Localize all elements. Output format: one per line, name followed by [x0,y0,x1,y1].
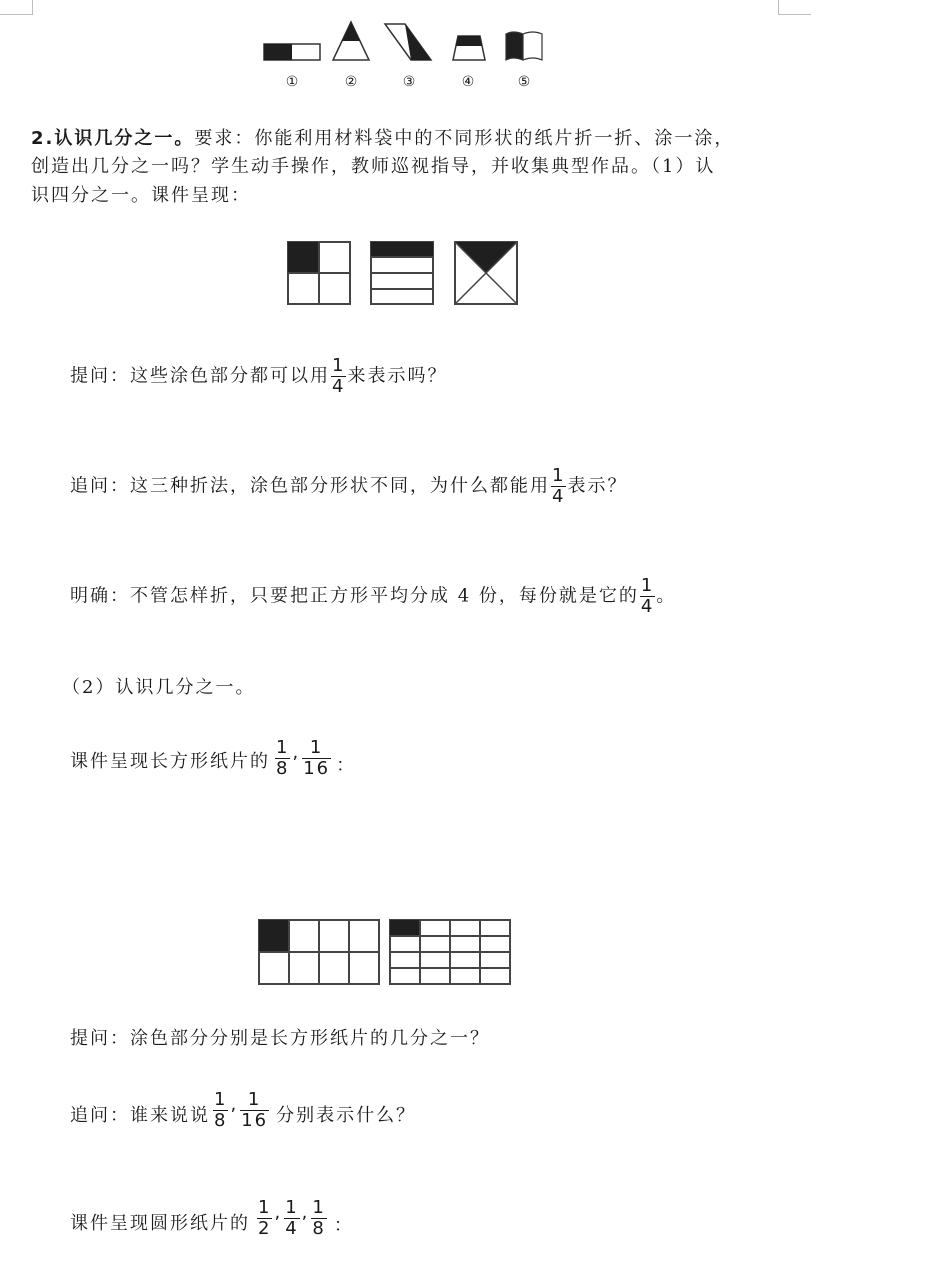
rectangles-figure [257,918,515,988]
frac-num: 1 [247,1089,262,1110]
rect-present-before: 课件呈现长方形纸片的 [70,751,270,772]
frac-num: 1 [285,1197,299,1218]
frac-den: 8 [214,1110,228,1131]
fraction-one-eighth [311,1198,326,1239]
fraction-separator: , [274,1202,283,1223]
shape-label-4: ④ [461,74,475,90]
question-5-before: 追问：谁来说说 [70,1105,210,1126]
frac-den: 16 [241,1110,269,1131]
circle-present-before: 课件呈现圆形纸片的 [70,1213,250,1234]
fraction-separator: , [301,1202,310,1223]
question-1 [70,356,447,397]
frac-num: 1 [332,355,346,376]
fraction-one-half [257,1198,272,1239]
circle-present-after: ： [333,1215,354,1236]
square-quartered [288,242,350,304]
question-2-after: 表示？ [567,475,628,497]
shape-trapezoid [453,36,485,60]
question-2-before: 追问：这三种折法，涂色部分形状不同，为什么都能用 [70,475,550,497]
question-4: 提问：涂色部分分别是长方形纸片的几分之一？ [70,1028,490,1049]
fraction-separator: , [292,742,301,763]
frac-den: 8 [276,758,290,779]
frac-num: 1 [214,1089,228,1110]
frac-den: 4 [640,596,655,617]
shape-right-triangle [385,24,431,60]
quarter-squares-figure [286,240,522,308]
question-2 [70,466,627,507]
conclusion-after: 。 [656,585,677,607]
section2-line3: 识四分之一。课件呈现： [31,185,251,206]
fraction-one-sixteenth [302,738,331,779]
fraction-one-eighth [213,1090,228,1131]
rectangle-eighths [259,920,379,984]
fraction-one-quarter [331,356,346,397]
rectangle-sixteenths [390,920,510,984]
conclusion [70,576,676,617]
conclusion-before: 明确：不管怎样折，只要把正方形平均分成 4 份，每份就是它的 [70,585,639,607]
corner-mark-right [778,0,811,15]
shape-label-1: ① [285,74,299,90]
fraction-one-eighth [275,738,290,779]
frac-num: 1 [312,1197,326,1218]
fraction-one-sixteenth [240,1090,269,1131]
shapes-figure [255,18,555,94]
section2-line1-text: 要求：你能利用材料袋中的不同形状的纸片折一折、涂一涂， [194,128,735,149]
rect-present-after: ： [336,755,357,776]
fraction-separator: , [230,1094,239,1115]
question-1-after: 来表示吗？ [347,365,448,387]
shape-label-3: ③ [402,74,416,90]
frac-num: 1 [640,575,655,596]
rect-present-line [70,738,356,779]
fraction-one-quarter [551,466,566,507]
frac-den: 2 [258,1218,272,1239]
section2-heading: 2.认识几分之一。 [31,128,195,149]
shape-book [506,32,542,60]
frac-num: 1 [276,737,290,758]
frac-den: 4 [285,1218,299,1239]
question-5 [70,1090,416,1131]
frac-num: 1 [552,465,566,486]
shape-label-2: ② [344,74,358,90]
circle-fraction-list [256,1198,328,1239]
question-1-before: 提问：这些涂色部分都可以用 [70,365,330,387]
frac-den: 16 [303,758,331,779]
fraction-one-quarter [284,1198,299,1239]
frac-num: 1 [309,737,324,758]
shape-rectangle [264,44,320,60]
square-diagonals [455,242,517,304]
rect-fraction-list [274,738,332,779]
section2-line2: 创造出几分之一吗？学生动手操作，教师巡视指导，并收集典型作品。（1）认 [31,156,716,177]
shape-triangle [333,22,369,60]
shape-label-5: ⑤ [517,74,531,90]
frac-den: 4 [332,376,346,397]
subheading-2: （2）认识几分之一。 [62,677,256,698]
q5-fraction-list [212,1090,270,1131]
frac-den: 8 [312,1218,326,1239]
fraction-one-quarter [640,576,655,617]
square-strips [371,242,433,304]
section2-line1 [31,124,734,150]
frac-den: 4 [552,486,566,507]
corner-mark-left [0,0,33,15]
question-5-after: 分别表示什么？ [276,1105,417,1126]
circle-present-line [70,1198,354,1239]
frac-num: 1 [258,1197,272,1218]
